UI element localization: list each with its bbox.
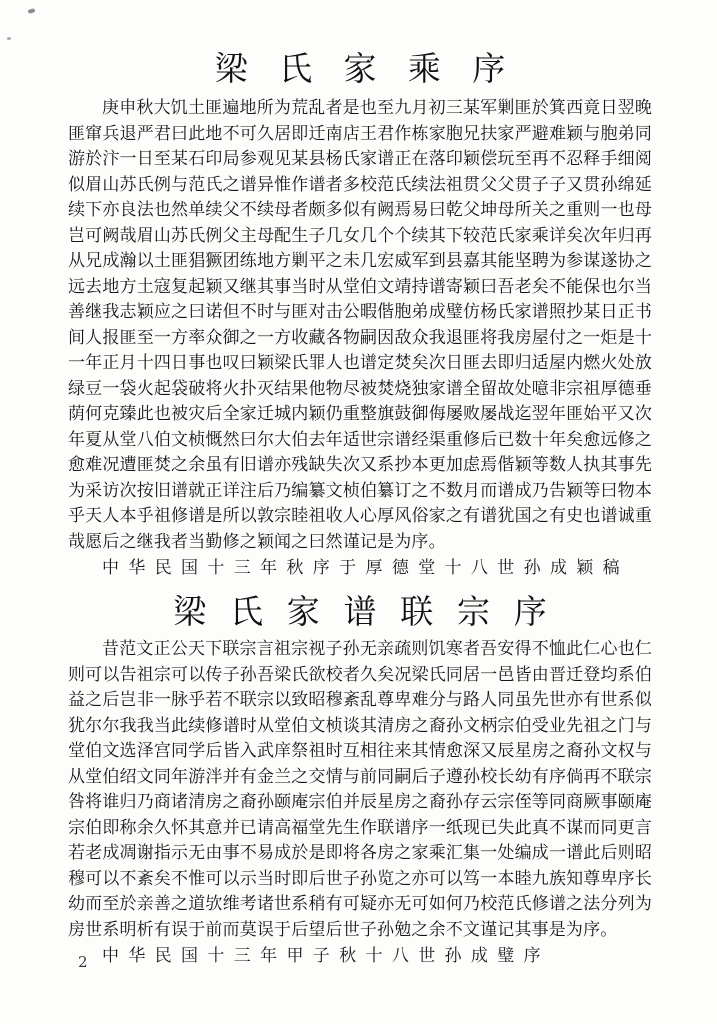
text-line: 匪窜兵退严君曰此地不可久居即迁南店王君作栋家胞兄扶家严避难颖与胞弟同 (68, 123, 652, 144)
text-line: 似眉山苏氏例与范氏之谱异惟作谱者多校范氏续法祖贯父父贯子子又贯孙绵延 (68, 174, 652, 195)
section2-title: 梁氏家谱联宗序 (173, 592, 571, 631)
text-line: 岂可阙哉眉山苏氏例父主母配生子几女几个个续其下较范氏家乘详矣次年归再 (68, 225, 652, 246)
text-line: 年夏从堂八伯文桢慨然曰尔大伯去年适世宗谱经渠重修后已数十年矣愈远修之 (68, 429, 652, 450)
text-line: 愈难况遭匪焚之余虽有旧谱亦残缺失次又系抄本更加虑焉偕颖等数人执其事先 (68, 455, 652, 475)
text-line: 荫何克臻此也被灾后全家迁城内颖仍重整旗鼓御侮屡败屡战迄翌年匪始平又次 (68, 404, 652, 424)
text-line: 为采访次按旧谱就正详注后乃编纂文桢伯纂订之不数月而谱成乃告颖等曰物本 (68, 480, 652, 501)
text-line: 穆可以不紊矣不惟可以示当时即后世子孙览之亦可以笃一本睦九族知尊卑序长 (68, 868, 652, 889)
text-line: 则可以告祖宗可以传子孙吾梁氏欲校者久矣况梁氏同居一邑皆由晋迁登均系伯 (68, 664, 652, 685)
text-line: 乎天人本乎祖修谱是所以敦宗睦祖收人心厚风俗家之有谱犹国之有史也谱诚重 (68, 506, 652, 526)
text-line: 昔范文正公天下联宗言祖宗视子孙无亲疏则饥寒者吾安得不恤此仁心也仁 (102, 639, 652, 659)
text-line: 间人报匪至一方率众御之一方收藏各物嗣因敌众我退匪将我房屋付之一炬是十 (68, 327, 652, 348)
text-line: 幼而至於亲善之道欤维考诸世系稍有可疑亦无可如何乃校范氏修谱之法分列为 (68, 894, 652, 914)
text-line: 房世系明析有误于前而莫误于后望后世子孙勉之余不文谨记其事是为序。 (68, 919, 618, 940)
section1-paragraph (68, 96, 652, 555)
text-line: 从兄成瀚以土匪猖獗团练地方剿平之未几宏威军到县嘉其能坚聘为参谋遂协之 (68, 251, 652, 271)
text-line: 咎将谁归乃商诸清房之裔孙颐庵宗伯并辰星房之裔孙存云宗侄等同商厥事颐庵 (68, 792, 652, 812)
section2-byline: 中华民国十三年甲子秋十八世孙成璧序 (102, 946, 550, 966)
text-line: 宗伯即称余久怀其意并已请高福堂先生作联谱序一纸现已失此真不谋而同更言 (68, 817, 652, 838)
text-line: 绿豆一袋火起袋破将火扑灭结果他物尽被焚烧独家谱全留故处噫非宗祖厚德垂 (68, 378, 652, 399)
section2-paragraph (68, 637, 652, 943)
section1-byline: 中华民国十三年秋序于厚德堂十八世孙成颖稿 (102, 558, 629, 578)
page-number: 2 (78, 953, 88, 971)
text-line: 犹尔尔我我当此续修谱时从堂伯文桢谈其清房之裔孙文柄宗伯受业先祖之门与 (68, 715, 652, 736)
text-line: 堂伯文选泽宫同学后皆入武庠祭祖时互相往来其情愈深又辰星房之裔孙文权与 (68, 741, 652, 761)
text-line: 续下亦良法也然单续父不续母者颇多似有阙焉易曰乾父坤母所关之重则一也母 (68, 200, 652, 220)
scan-speck (7, 37, 11, 40)
text-line: 庚申秋大饥土匪遍地所为荒乱者是也至九月初三某军剿匪於箕西竟日翌晚 (102, 98, 652, 118)
text-line: 远去地方土寇复起颖又继其事当时从堂伯文靖持谱寄颖曰吾老矣不能保也尔当 (68, 276, 652, 297)
text-line: 一年正月十四日事也叹曰颖梁氏罪人也谱定焚矣次日匪去即归适屋内燃火处放 (68, 353, 652, 373)
text-line: 从堂伯绍文同年游泮并有金兰之交情与前同嗣后子遵孙校长幼有序倘再不联宗 (68, 766, 652, 787)
text-line: 若老成凋谢指示无由事不易成於是即将各房之家乘汇集一处编成一谱此后则昭 (68, 843, 652, 863)
text-line: 哉愿后之继我者当勤修之颖闻之曰然谨记是为序。 (68, 531, 446, 552)
text-line: 善继我志颖应之曰诺但不时与匪对击公暇偕胞弟成璧仿杨氏家谱照抄某日正书 (68, 302, 652, 322)
text-line: 游於汴一日至某石印局参观见某县杨氏家谱正在落印颖偿玩至再不忍释手细阅 (68, 149, 652, 169)
section1-title: 梁氏家乘序 (214, 49, 537, 88)
text-line: 益之后岂非一脉乎若不联宗以致昭穆紊乱尊卑难分与路人同虽先世亦有世系似 (68, 690, 652, 710)
